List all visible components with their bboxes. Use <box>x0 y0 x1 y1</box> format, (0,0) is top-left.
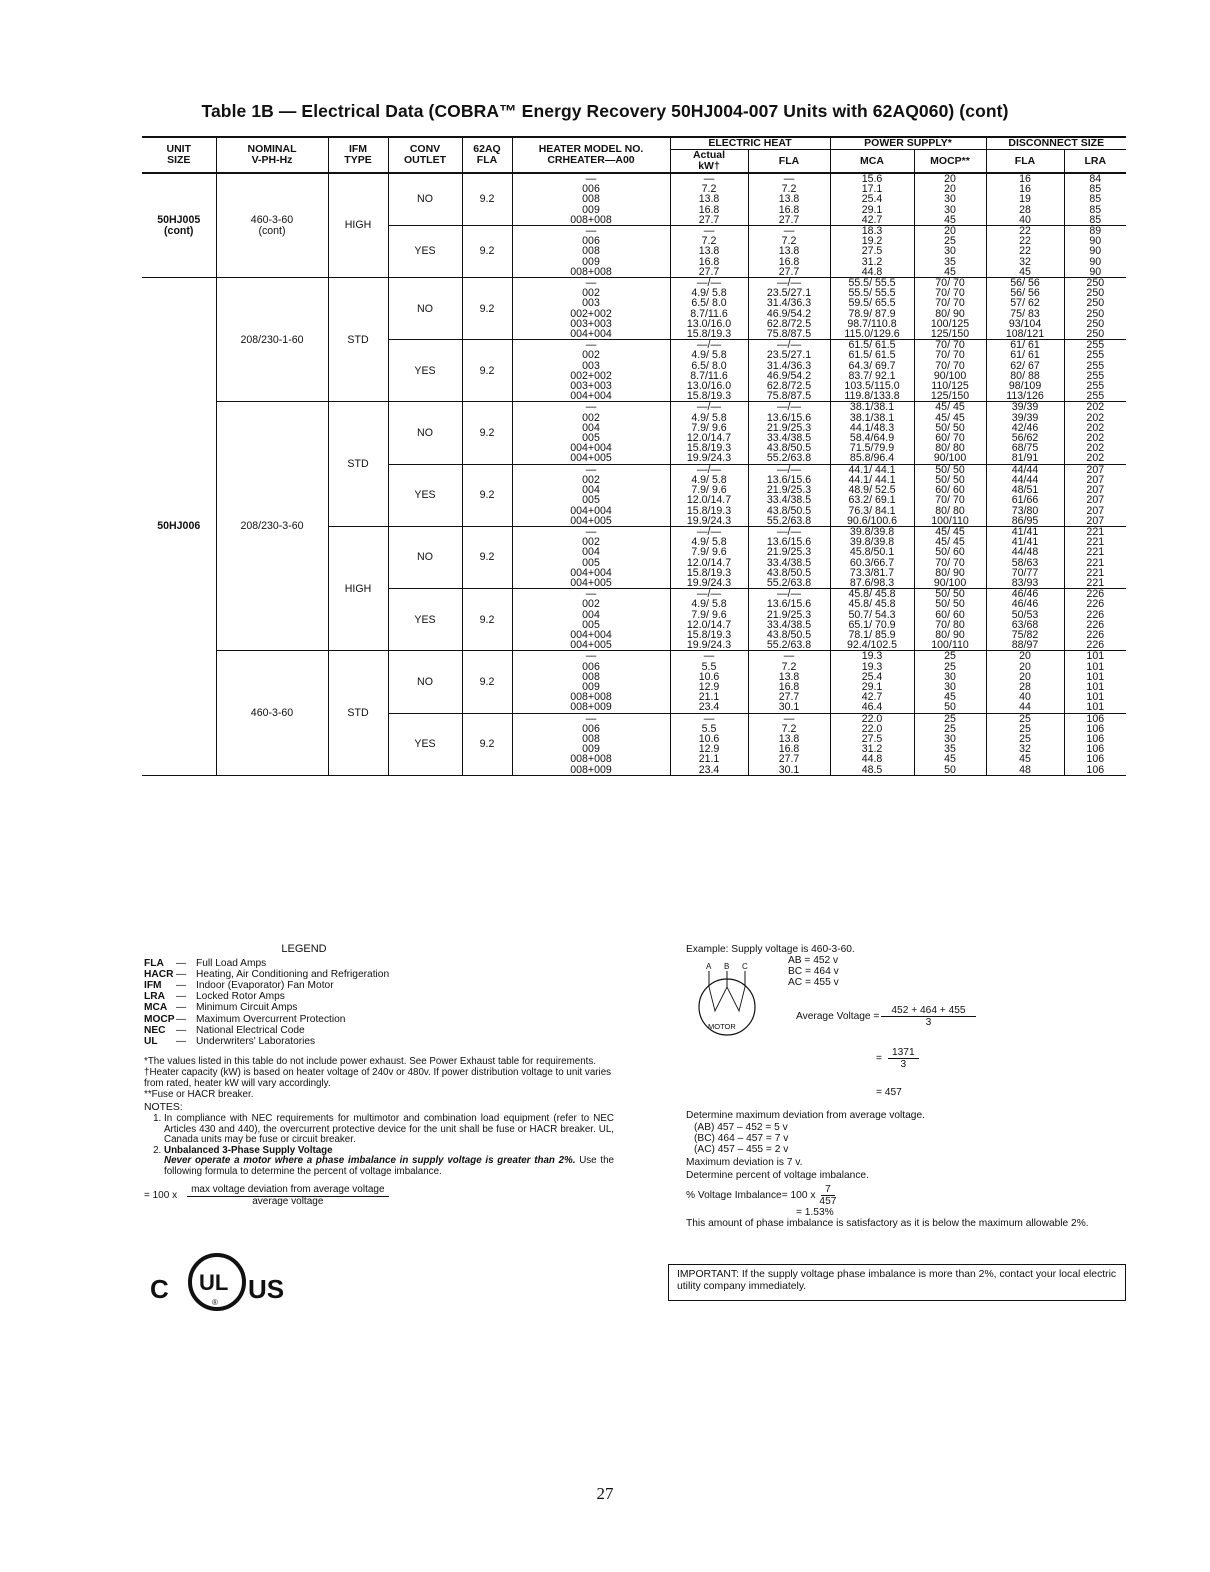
svg-text:C: C <box>742 962 748 972</box>
header-nominal: NOMINAL V-PH-Hz <box>216 137 328 173</box>
legend-dash: — <box>176 979 187 991</box>
header-disconnect-size: DISCONNECT SIZE <box>986 137 1126 150</box>
legend-definition: Underwriters' Laboratories <box>196 1035 316 1047</box>
aq-fla-cell: 9.2 <box>462 589 512 651</box>
mca-cell: 15.6 17.1 25.4 29.1 42.7 <box>830 173 914 226</box>
footnote-heater-capacity: †Heater capacity (kW) is based on heater voltage of 240v or 480v. If power distribution voltage to unit varies from rated, heater kW will vary accordingly. <box>144 1066 612 1089</box>
dfla-cell: 22 22 22 32 45 <box>986 226 1064 278</box>
mca-cell: 61.5/ 61.5 61.5/ 61.5 64.3/ 69.7 83.7/ 92.1 103.5/115.0 119.8/133.8 <box>830 340 914 402</box>
kw-cell: —/— 4.9/ 5.8 7.9/ 9.6 12.0/14.7 15.8/19.3 19.9/24.3 <box>670 464 748 526</box>
table-row <box>142 402 1126 464</box>
example-intro: Example: Supply voltage is 460-3-60. <box>686 944 855 955</box>
formula-numerator: max voltage deviation from average voltage <box>187 1185 388 1197</box>
table-title: Table 1B — Electrical Data (COBRA™ Energy Recovery 50HJ004-007 Units with 62AQ060) (cont) <box>201 101 1009 121</box>
header-mocp: MOCP** <box>914 150 986 174</box>
kw-cell: —/— 4.9/ 5.8 7.9/ 9.6 12.0/14.7 15.8/19.3 19.9/24.3 <box>670 526 748 588</box>
legend-item <box>144 991 389 1002</box>
nominal-voltage-cell: 208/230-3-60 <box>216 402 328 651</box>
percent-denominator: 457 <box>819 1195 837 1207</box>
kw-cell: — 7.2 13.8 16.8 27.7 <box>670 173 748 226</box>
ehfla-cell: —/— 13.6/15.6 21.9/25.3 33.4/38.5 43.8/50.5 55.2/63.8 <box>748 589 830 651</box>
heater-cell: — 002 003 002+002 003+003 004+004 <box>512 278 670 340</box>
dfla-cell: 16 16 19 28 40 <box>986 173 1064 226</box>
ehfla-cell: —/— 23.5/27.1 31.4/36.3 46.9/54.2 62.8/72.5 75.8/87.5 <box>748 340 830 402</box>
motor-icon <box>690 957 780 1037</box>
ehfla-cell: — 7.2 13.8 16.8 27.7 30.1 <box>748 713 830 775</box>
legend-dash: — <box>176 1024 187 1036</box>
lra-cell: 89 90 90 90 90 <box>1064 226 1126 278</box>
mca-cell: 38.1/38.1 38.1/38.1 44.1/48.3 58.4/64.9 71.5/79.9 85.8/96.4 <box>830 402 914 464</box>
mocp-cell: 70/ 70 70/ 70 70/ 70 80/ 90 100/125 125/150 <box>914 278 986 340</box>
aq-fla-cell: 9.2 <box>462 226 512 278</box>
nominal-voltage-cell: 208/230-1-60 <box>216 278 328 402</box>
mca-cell: 55.5/ 55.5 55.5/ 55.5 59.5/ 65.5 78.9/ 87.9 98.7/110.8 115.0/129.6 <box>830 278 914 340</box>
mca-cell: 39.8/39.8 39.8/39.8 45.8/50.1 60.3/66.7 73.3/81.7 87.6/98.3 <box>830 526 914 588</box>
table-row <box>142 651 1126 713</box>
percent-label: % Voltage Imbalance= 100 x <box>686 1189 816 1201</box>
mocp-cell: 45/ 45 45/ 45 50/ 50 60/ 70 80/ 80 90/100 <box>914 402 986 464</box>
aq-fla-cell: 9.2 <box>462 464 512 526</box>
unit-size-cell: 50HJ005 (cont) <box>142 173 216 278</box>
table-header <box>142 137 1126 173</box>
header-62aq-fla: 62AQ FLA <box>462 137 512 173</box>
dfla-cell: 44/44 44/44 48/51 61/66 73/80 86/95 <box>986 464 1064 526</box>
unit-size-cell: 50HJ006 <box>142 278 216 776</box>
lra-cell: 226 226 226 226 226 226 <box>1064 589 1126 651</box>
svg-text:A: A <box>706 962 712 972</box>
deviation-ac: (AC) 457 – 455 = 2 v <box>694 1144 789 1156</box>
legend-dash: — <box>176 991 187 1003</box>
legend-definition: Minimum Circuit Amps <box>196 1002 298 1014</box>
legend-abbr: UL <box>144 1035 158 1047</box>
legend-dash: — <box>176 1035 187 1047</box>
table-body <box>142 173 1126 775</box>
header-electric-heat: ELECTRIC HEAT <box>670 137 830 150</box>
average-result: = 457 <box>876 1087 902 1099</box>
dfla-cell: 20 20 20 28 40 44 <box>986 651 1064 713</box>
lra-cell: 101 101 101 101 101 101 <box>1064 651 1126 713</box>
aq-fla-cell: 9.2 <box>462 651 512 713</box>
svg-text:US: US <box>248 1273 285 1304</box>
mca-cell: 19.3 19.3 25.4 29.1 42.7 46.4 <box>830 651 914 713</box>
average-voltage-label: Average Voltage = <box>796 1011 880 1023</box>
kw-cell: —/— 4.9/ 5.8 6.5/ 8.0 8.7/11.6 13.0/16.0 15.8/19.3 <box>670 278 748 340</box>
percent-numerator: 7 <box>821 1184 835 1196</box>
legend-item <box>144 1036 389 1047</box>
note-1: 1. In compliance with NEC requirements for multimotor and combination load equipment (refer to NEC Articles 430 and 440), the overcurrent protective device for the unit shall be fuse or HACR breaker. UL, Canada units may be fuse or circuit breaker. <box>164 1114 614 1146</box>
heater-cell: — 006 008 009 008+008 008+009 <box>512 713 670 775</box>
heater-cell: — 006 008 009 008+008 008+009 <box>512 651 670 713</box>
legend-abbr: HACR <box>144 968 174 980</box>
lra-cell: 207 207 207 207 207 207 <box>1064 464 1126 526</box>
legend-definition: Indoor (Evaporator) Fan Motor <box>196 979 334 991</box>
header-ifm-type: IFM TYPE <box>328 137 388 173</box>
page-number: 27 <box>596 1484 614 1503</box>
mca-cell: 22.0 22.0 27.5 31.2 44.8 48.5 <box>830 713 914 775</box>
ifm-type-cell: STD <box>328 402 388 526</box>
conv-outlet-cell: YES <box>388 340 462 402</box>
mocp-cell: 50/ 50 50/ 50 60/ 60 70/ 70 80/ 80 100/110 <box>914 464 986 526</box>
legend-definition: Heating, Air Conditioning and Refrigeration <box>196 968 390 980</box>
footnote-power-exhaust: *The values listed in this table do not include power exhaust. See Power Exhaust table for requirements. <box>144 1056 597 1068</box>
table-row <box>142 278 1126 340</box>
footnote-fuse: **Fuse or HACR breaker. <box>144 1088 254 1100</box>
svg-text:B: B <box>724 962 730 972</box>
header-power-supply: POWER SUPPLY* <box>830 137 986 150</box>
conv-outlet-cell: NO <box>388 526 462 588</box>
legend-list <box>144 958 389 1048</box>
dfla-cell: 61/ 61 61/ 61 62/ 67 80/ 88 98/109 113/126 <box>986 340 1064 402</box>
example-section <box>686 944 1126 1229</box>
ehfla-cell: — 7.2 13.8 16.8 27.7 <box>748 173 830 226</box>
equals-sign: = <box>876 1053 882 1065</box>
percent-heading: Determine percent of voltage imbalance. <box>686 1170 869 1182</box>
percent-result: = 1.53% <box>796 1207 834 1219</box>
mca-cell: 44.1/ 44.1 44.1/ 44.1 48.9/ 52.5 63.2/ 69.1 76.3/ 84.1 90.6/100.6 <box>830 464 914 526</box>
dfla-cell: 39/39 39/39 42/46 56/62 68/75 81/91 <box>986 402 1064 464</box>
legend-definition: Maximum Overcurrent Protection <box>196 1013 346 1025</box>
header-lra: LRA <box>1064 150 1126 174</box>
svg-text:UL: UL <box>199 1269 229 1295</box>
legend-section <box>144 944 614 1312</box>
imbalance-formula <box>144 1185 614 1207</box>
header-mca: MCA <box>830 150 914 174</box>
kw-cell: — 7.2 13.8 16.8 27.7 <box>670 226 748 278</box>
dfla-cell: 56/ 56 56/ 56 57/ 62 75/ 83 93/104 108/121 <box>986 278 1064 340</box>
ifm-type-cell: HIGH <box>328 526 388 650</box>
footnotes <box>144 1057 614 1100</box>
ehfla-cell: —/— 13.6/15.6 21.9/25.3 33.4/38.5 43.8/50.5 55.2/63.8 <box>748 526 830 588</box>
kw-cell: —/— 4.9/ 5.8 7.9/ 9.6 12.0/14.7 15.8/19.3 19.9/24.3 <box>670 589 748 651</box>
legend-definition: Locked Rotor Amps <box>196 991 285 1003</box>
mocp-cell: 45/ 45 45/ 45 50/ 60 70/ 70 80/ 90 90/100 <box>914 526 986 588</box>
note-2 <box>164 1146 614 1178</box>
formula-denominator: average voltage <box>252 1196 324 1208</box>
legend-heading: LEGEND <box>281 943 327 955</box>
lra-cell: 106 106 106 106 106 106 <box>1064 713 1126 775</box>
conv-outlet-cell: YES <box>388 589 462 651</box>
max-deviation-heading: Determine maximum deviation from average voltage. <box>686 1110 925 1122</box>
header-conv-outlet: CONV OUTLET <box>388 137 462 173</box>
mocp-cell: 20 25 30 35 45 <box>914 226 986 278</box>
legend-definition: National Electrical Code <box>196 1024 305 1036</box>
notes-heading: NOTES: <box>144 1102 183 1114</box>
sum-numerator: 1371 <box>888 1047 919 1059</box>
legend-dash: — <box>176 1002 187 1014</box>
electrical-data-table <box>142 136 1126 776</box>
kw-cell: — 5.5 10.6 12.9 21.1 23.4 <box>670 651 748 713</box>
legend-item <box>144 1014 389 1025</box>
dfla-cell: 46/46 46/46 50/53 63/68 75/82 88/97 <box>986 589 1064 651</box>
mocp-cell: 25 25 30 30 45 50 <box>914 651 986 713</box>
mocp-cell: 70/ 70 70/ 70 70/ 70 90/100 110/125 125/150 <box>914 340 986 402</box>
legend-abbr: FLA <box>144 957 164 969</box>
aq-fla-cell: 9.2 <box>462 402 512 464</box>
aq-fla-cell: 9.2 <box>462 526 512 588</box>
mca-cell: 18.3 19.2 27.5 31.2 44.8 <box>830 226 914 278</box>
average-denominator: 3 <box>925 1017 932 1029</box>
legend-item <box>144 1002 389 1013</box>
note-2-text: Use the following formula to determine the percent of voltage imbalance. <box>164 1155 614 1177</box>
heater-cell: — 006 008 009 008+008 <box>512 226 670 278</box>
ul-logo-icon <box>144 1252 294 1312</box>
max-deviation: Maximum deviation is 7 v. <box>686 1157 803 1169</box>
kw-cell: — 5.5 10.6 12.9 21.1 23.4 <box>670 713 748 775</box>
lra-cell: 221 221 221 221 221 221 <box>1064 526 1126 588</box>
aq-fla-cell: 9.2 <box>462 340 512 402</box>
conv-outlet-cell: NO <box>388 651 462 713</box>
dfla-cell: 41/41 41/41 44/48 58/63 70/77 83/93 <box>986 526 1064 588</box>
legend-abbr: IFM <box>144 979 162 991</box>
lra-cell: 250 250 250 250 250 250 <box>1064 278 1126 340</box>
svg-text:®: ® <box>212 1297 218 1307</box>
legend-item <box>144 1025 389 1036</box>
header-eh-fla: FLA <box>748 150 830 174</box>
lra-cell: 84 85 85 85 85 <box>1064 173 1126 226</box>
conv-outlet-cell: YES <box>388 713 462 775</box>
kw-cell: —/— 4.9/ 5.8 6.5/ 8.0 8.7/11.6 13.0/16.0 15.8/19.3 <box>670 340 748 402</box>
note-2-warning: Never operate a motor where a phase imbalance in supply voltage is greater than 2%. <box>164 1155 576 1167</box>
motor-diagram <box>686 955 1126 1073</box>
ifm-type-cell: STD <box>328 278 388 402</box>
svg-text:MOTOR: MOTOR <box>708 1022 736 1032</box>
lra-cell: 255 255 255 255 255 255 <box>1064 340 1126 402</box>
legend-item <box>144 969 389 980</box>
legend-item <box>144 980 389 991</box>
mocp-cell: 25 25 30 35 45 50 <box>914 713 986 775</box>
heater-cell: — 002 004 005 004+004 004+005 <box>512 402 670 464</box>
ehfla-cell: —/— 13.6/15.6 21.9/25.3 33.4/38.5 43.8/50.5 55.2/63.8 <box>748 464 830 526</box>
heater-cell: — 002 004 005 004+004 004+005 <box>512 589 670 651</box>
legend-dash: — <box>176 1013 187 1025</box>
voltage-bc: BC = 464 v <box>788 966 839 978</box>
mocp-cell: 20 20 30 30 45 <box>914 173 986 226</box>
ifm-type-cell: STD <box>328 651 388 775</box>
legend-item <box>144 958 389 969</box>
aq-fla-cell: 9.2 <box>462 173 512 226</box>
conv-outlet-cell: NO <box>388 278 462 340</box>
svg-text:C: C <box>150 1273 169 1304</box>
mca-cell: 45.8/ 45.8 45.8/ 45.8 50.7/ 54.3 65.1/ 70.9 78.1/ 85.9 92.4/102.5 <box>830 589 914 651</box>
aq-fla-cell: 9.2 <box>462 713 512 775</box>
note-2-title: Unbalanced 3-Phase Supply Voltage <box>164 1144 333 1156</box>
notes <box>144 1103 614 1207</box>
legend-dash: — <box>176 968 187 980</box>
deviation-bc: (BC) 464 – 457 = 7 v <box>694 1132 789 1144</box>
nominal-voltage-cell: 460-3-60 (cont) <box>216 173 328 278</box>
aq-fla-cell: 9.2 <box>462 278 512 340</box>
heater-cell: — 002 004 005 004+004 004+005 <box>512 464 670 526</box>
legend-dash: — <box>176 957 187 969</box>
voltage-ab: AB = 452 v <box>788 955 839 967</box>
ehfla-cell: —/— 23.5/27.1 31.4/36.3 46.9/54.2 62.8/72.5 75.8/87.5 <box>748 278 830 340</box>
sum-denominator: 3 <box>900 1059 907 1071</box>
ul-certification-mark <box>144 1252 294 1312</box>
header-actual-kw: Actual kW† <box>670 150 748 174</box>
header-heater-model: HEATER MODEL NO. CRHEATER—A00 <box>512 137 670 173</box>
mocp-cell: 50/ 50 50/ 50 60/ 60 70/ 80 80/ 90 100/110 <box>914 589 986 651</box>
ehfla-cell: — 7.2 13.8 16.8 27.7 30.1 <box>748 651 830 713</box>
nominal-voltage-cell: 460-3-60 <box>216 651 328 775</box>
conv-outlet-cell: YES <box>388 226 462 278</box>
kw-cell: —/— 4.9/ 5.8 7.9/ 9.6 12.0/14.7 15.8/19.3 19.9/24.3 <box>670 402 748 464</box>
heater-cell: — 006 008 009 008+008 <box>512 173 670 226</box>
legend-abbr: NEC <box>144 1024 166 1036</box>
heater-cell: — 002 004 005 004+004 004+005 <box>512 526 670 588</box>
dfla-cell: 25 25 25 32 45 48 <box>986 713 1064 775</box>
ehfla-cell: —/— 13.6/15.6 21.9/25.3 33.4/38.5 43.8/50.5 55.2/63.8 <box>748 402 830 464</box>
ehfla-cell: — 7.2 13.8 16.8 27.7 <box>748 226 830 278</box>
important-notice: IMPORTANT: If the supply voltage phase imbalance is more than 2%, contact your local electric utility company immediately. <box>668 1264 1126 1301</box>
heater-cell: — 002 003 002+002 003+003 004+004 <box>512 340 670 402</box>
conv-outlet-cell: NO <box>388 173 462 226</box>
legend-abbr: MOCP <box>144 1013 175 1025</box>
example-conclusion: This amount of phase imbalance is satisfactory as it is below the maximum allowable 2%. <box>686 1218 1089 1230</box>
formula-lhs: = 100 x <box>144 1190 178 1202</box>
ifm-type-cell: HIGH <box>328 173 388 278</box>
legend-definition: Full Load Amps <box>196 957 267 969</box>
conv-outlet-cell: YES <box>388 464 462 526</box>
table-row <box>142 173 1126 226</box>
lra-cell: 202 202 202 202 202 202 <box>1064 402 1126 464</box>
average-numerator: 452 + 464 + 455 <box>881 1005 975 1017</box>
voltage-ac: AC = 455 v <box>788 977 839 989</box>
legend-abbr: MCA <box>144 1002 168 1014</box>
header-unit-size: UNIT SIZE <box>142 137 216 173</box>
percent-formula <box>686 1184 1126 1207</box>
legend-abbr: LRA <box>144 991 165 1003</box>
header-disconnect-fla: FLA <box>986 150 1064 174</box>
deviation-ab: (AB) 457 – 452 = 5 v <box>694 1121 788 1133</box>
conv-outlet-cell: NO <box>388 402 462 464</box>
